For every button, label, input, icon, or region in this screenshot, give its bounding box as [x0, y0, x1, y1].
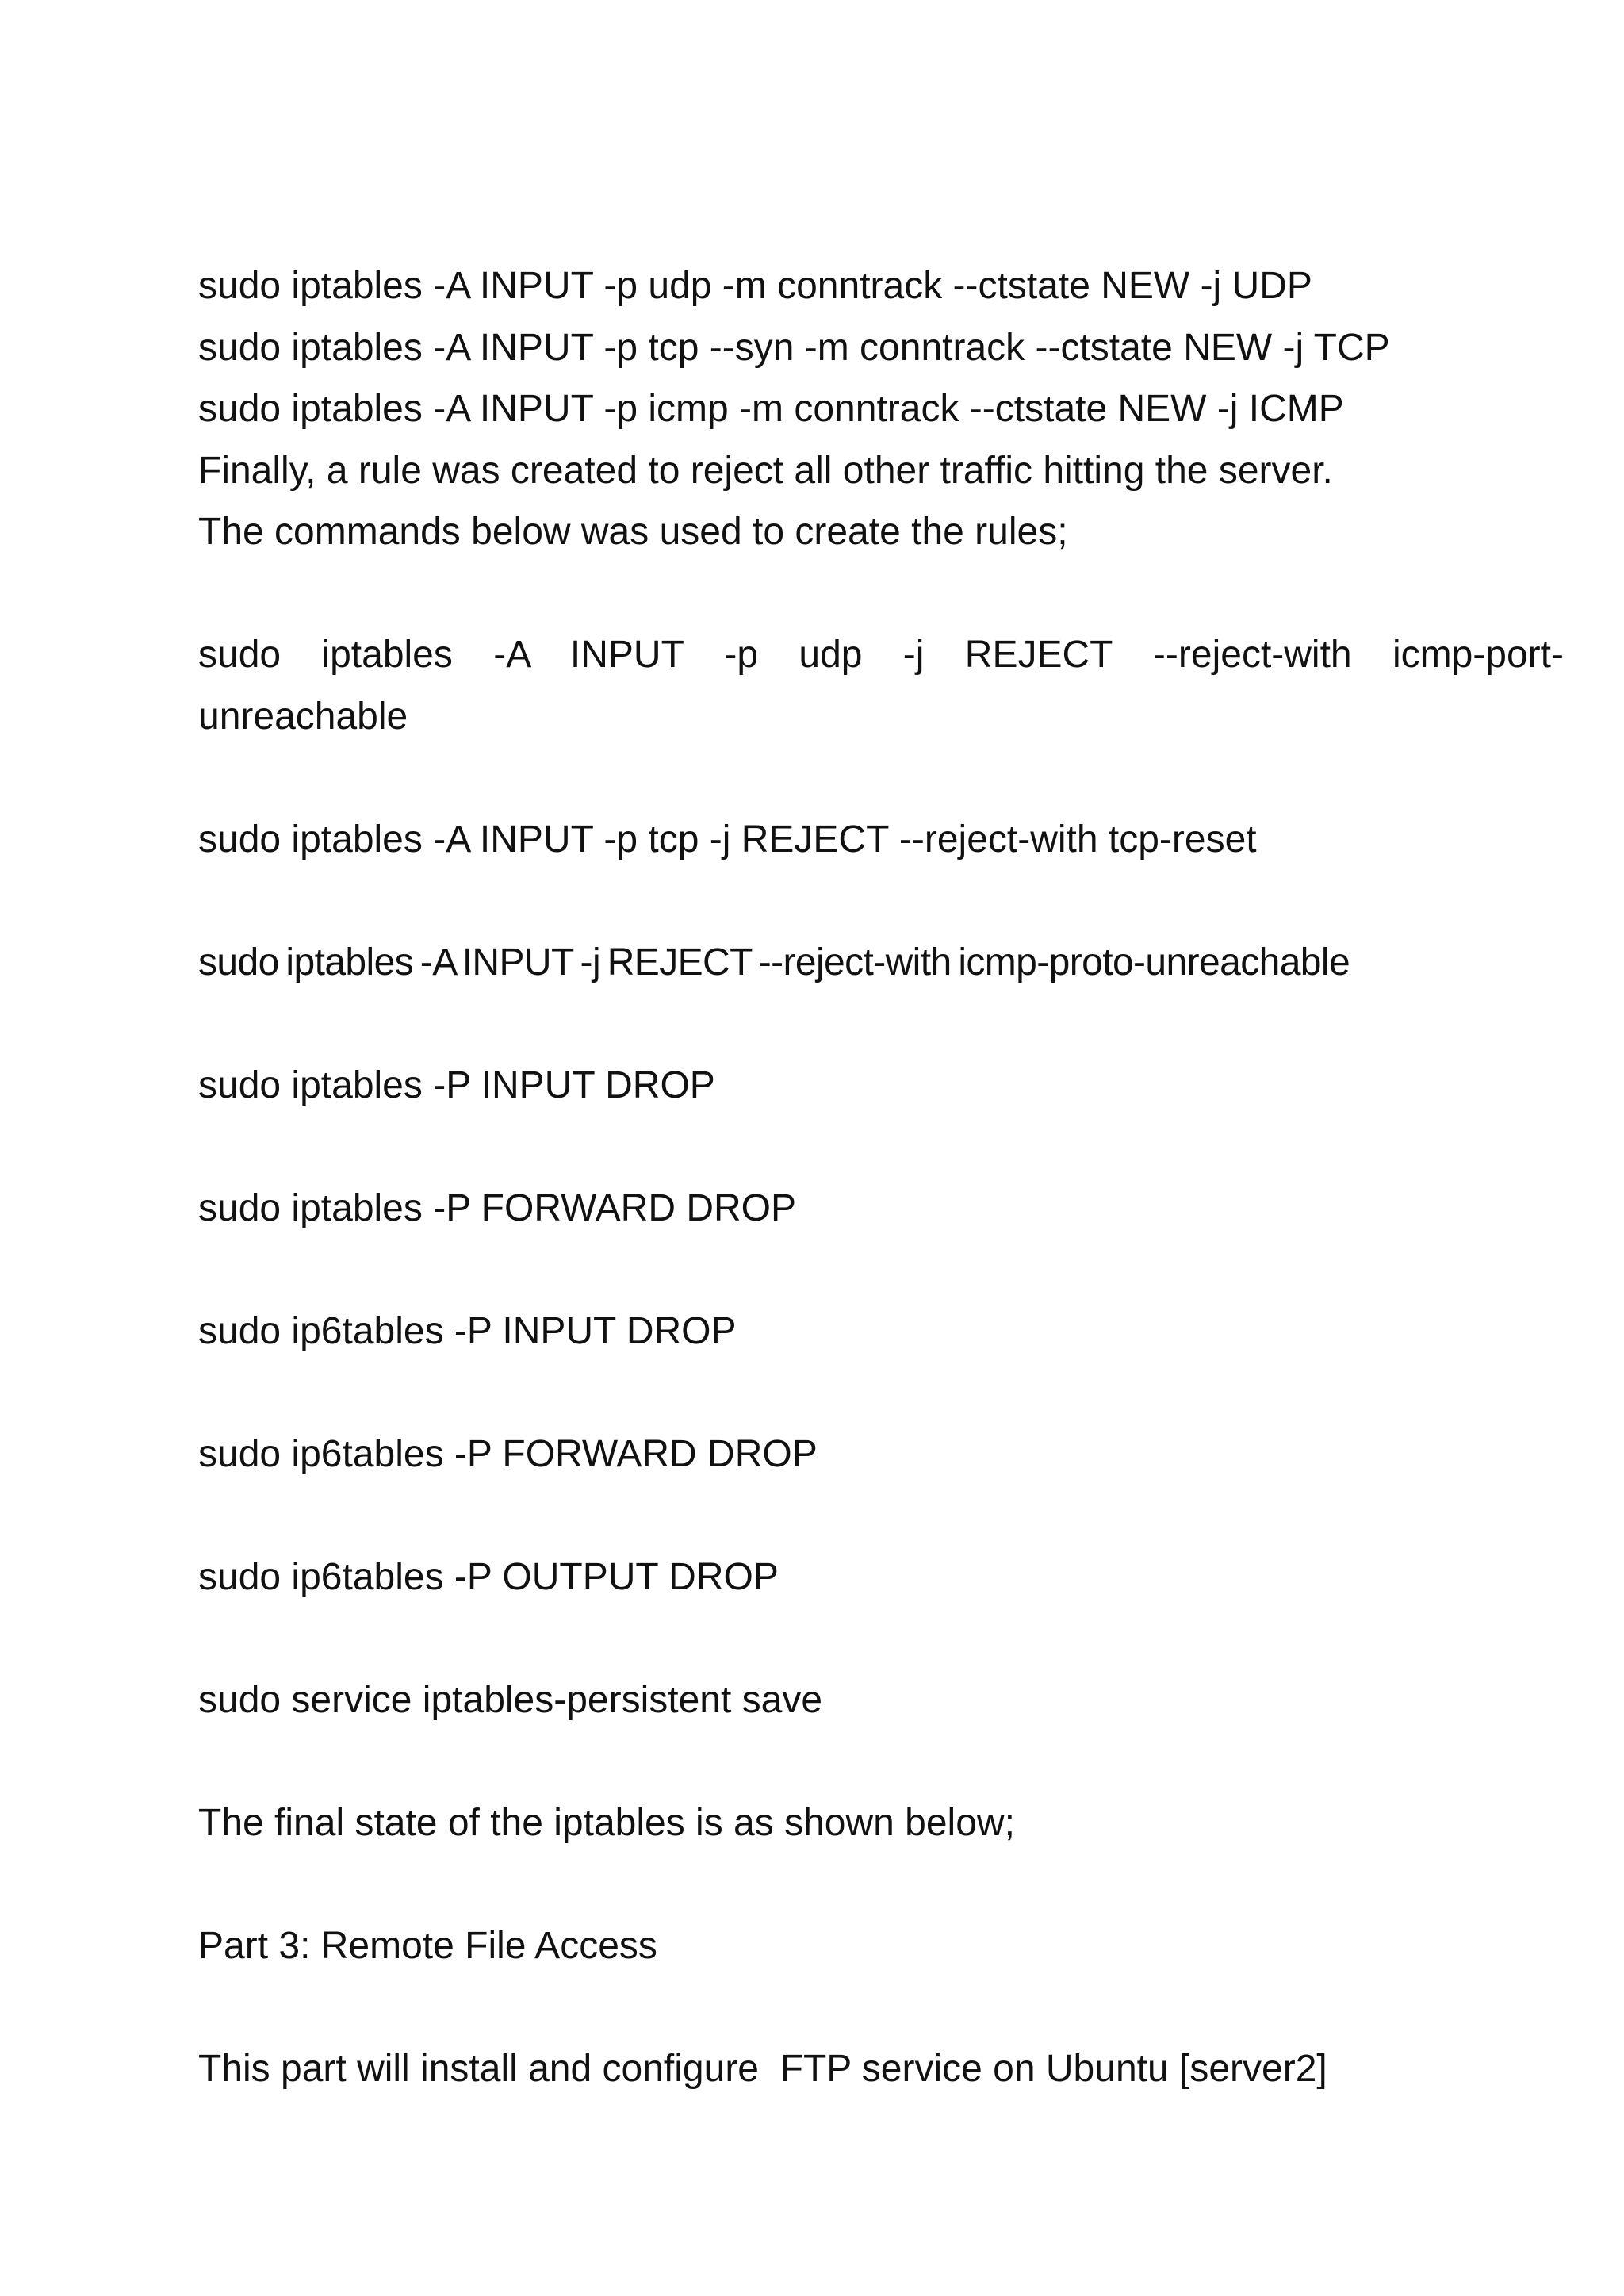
part3-intro — [198, 2038, 1435, 2100]
ip6-policy-input-line: sudo ip6tables -P INPUT DROP — [198, 1309, 737, 1352]
final-state-text — [198, 1792, 1435, 1854]
save-command-line: sudo service iptables-persistent save — [198, 1678, 823, 1721]
reject-all-rule — [198, 932, 1435, 994]
reject-tcp-rule — [198, 809, 1435, 871]
ip6-policy-input-rule — [198, 1301, 1435, 1363]
ip6-policy-forward-rule — [198, 1424, 1435, 1485]
reject-all-line: sudo iptables -A INPUT -j REJECT --reject-with icmp-proto-unreachable — [198, 941, 1350, 983]
part3-heading — [198, 1915, 1435, 1977]
iptables-accept-rules — [198, 255, 1435, 563]
reject-udp-line-1: sudo iptables -A INPUT -p udp -j REJECT --reject-with icmp-port- — [198, 634, 1564, 676]
policy-forward-line: sudo iptables -P FORWARD DROP — [198, 1186, 797, 1229]
reject-tcp-line: sudo iptables -A INPUT -p tcp -j REJECT --reject-with tcp-reset — [198, 818, 1257, 861]
save-command — [198, 1669, 1435, 1731]
reject-udp-rule — [198, 624, 1564, 747]
ip6-policy-forward-line: sudo ip6tables -P FORWARD DROP — [198, 1432, 818, 1475]
commands-intro-text: The commands below was used to create the rules; — [198, 511, 1068, 553]
final-state-line: The final state of the iptables is as shown below; — [198, 1801, 1015, 1844]
udp-accept-rule: sudo iptables -A INPUT -p udp -m conntrack --ctstate NEW -j UDP — [198, 265, 1312, 307]
part3-intro-line: This part will install and configure FTP service on Ubuntu [server2] — [198, 2047, 1327, 2090]
reject-intro-text: Finally, a rule was created to reject all other traffic hitting the server. — [198, 449, 1333, 492]
policy-forward-rule — [198, 1178, 1435, 1240]
tcp-accept-rule: sudo iptables -A INPUT -p tcp --syn -m conntrack --ctstate NEW -j TCP — [198, 326, 1390, 369]
reject-udp-line-2: unreachable — [198, 695, 408, 738]
document-body — [198, 255, 1564, 2099]
ip6-policy-output-line: sudo ip6tables -P OUTPUT DROP — [198, 1555, 779, 1598]
part3-heading-line: Part 3: Remote File Access — [198, 1924, 657, 1967]
icmp-accept-rule: sudo iptables -A INPUT -p icmp -m conntrack --ctstate NEW -j ICMP — [198, 388, 1344, 430]
ip6-policy-output-rule — [198, 1547, 1435, 1608]
policy-input-line: sudo iptables -P INPUT DROP — [198, 1064, 715, 1106]
policy-input-rule — [198, 1055, 1435, 1117]
